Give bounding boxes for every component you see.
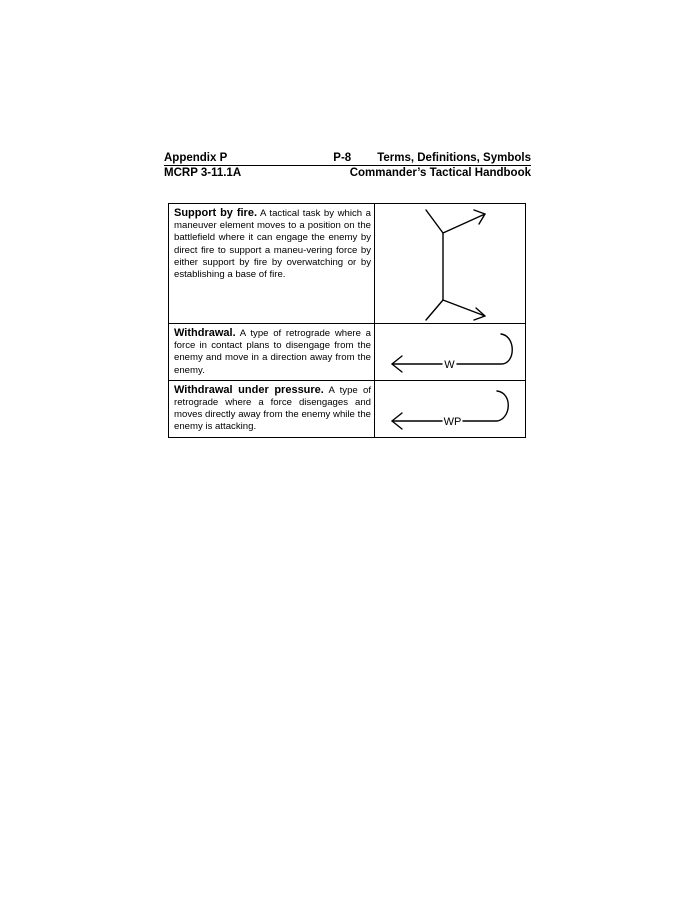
upper-tick-line: [426, 210, 443, 233]
arrow-shaft-right-curve: [457, 334, 512, 364]
publication-id: MCRP 3-11.1A: [164, 167, 242, 179]
definition-text: A tactical task by which a maneuver element moves to a position on the battlefield where it can engage the enemy by direct fire to support a maneu-vering force by either support by fire by overwatching or by establishing a base of fire.: [174, 208, 371, 281]
symbol-label: WP: [443, 415, 462, 428]
definition-text: A type of retrograde where a force in contact plans to disengage from the enemy and move in a direction away from the enemy.: [174, 328, 371, 376]
definition-cell: [169, 380, 375, 437]
table-row: [169, 204, 526, 324]
withdrawal-under-pressure-graphic: [375, 381, 525, 436]
term-label: Withdrawal under pressure.: [174, 383, 324, 396]
arrow-shaft-right-curve: [463, 391, 508, 421]
section-title: Terms, Definitions, Symbols: [377, 152, 531, 164]
symbol-label: W: [444, 359, 455, 371]
term-label: Support by fire.: [174, 207, 258, 219]
page-header: [164, 151, 531, 180]
header-row-top: [164, 151, 531, 166]
withdrawal-symbol: [375, 324, 526, 381]
support-by-fire-symbol: [375, 204, 526, 324]
withdrawal-graphic: [375, 324, 525, 379]
lower-arrow-line: [443, 300, 485, 316]
definition-cell: [169, 204, 375, 324]
table-row: [169, 324, 526, 381]
withdrawal-under-pressure-symbol: [375, 380, 526, 437]
table-row: [169, 380, 526, 437]
handbook-title: Commander’s Tactical Handbook: [349, 167, 531, 179]
header-right-top: [333, 151, 531, 165]
header-row-bottom: [164, 166, 531, 180]
definition-cell: [169, 324, 375, 381]
lower-tick-line: [426, 300, 443, 320]
definition-text: A type of retrograde where a force disengages and moves directly away from the enemy while the enemy is attacking.: [174, 384, 371, 433]
page-number: P-8: [333, 152, 352, 164]
support-by-fire-graphic: [375, 204, 525, 323]
appendix-label: Appendix P: [164, 152, 228, 164]
terms-table: [168, 203, 526, 438]
term-label: Withdrawal.: [174, 327, 236, 339]
